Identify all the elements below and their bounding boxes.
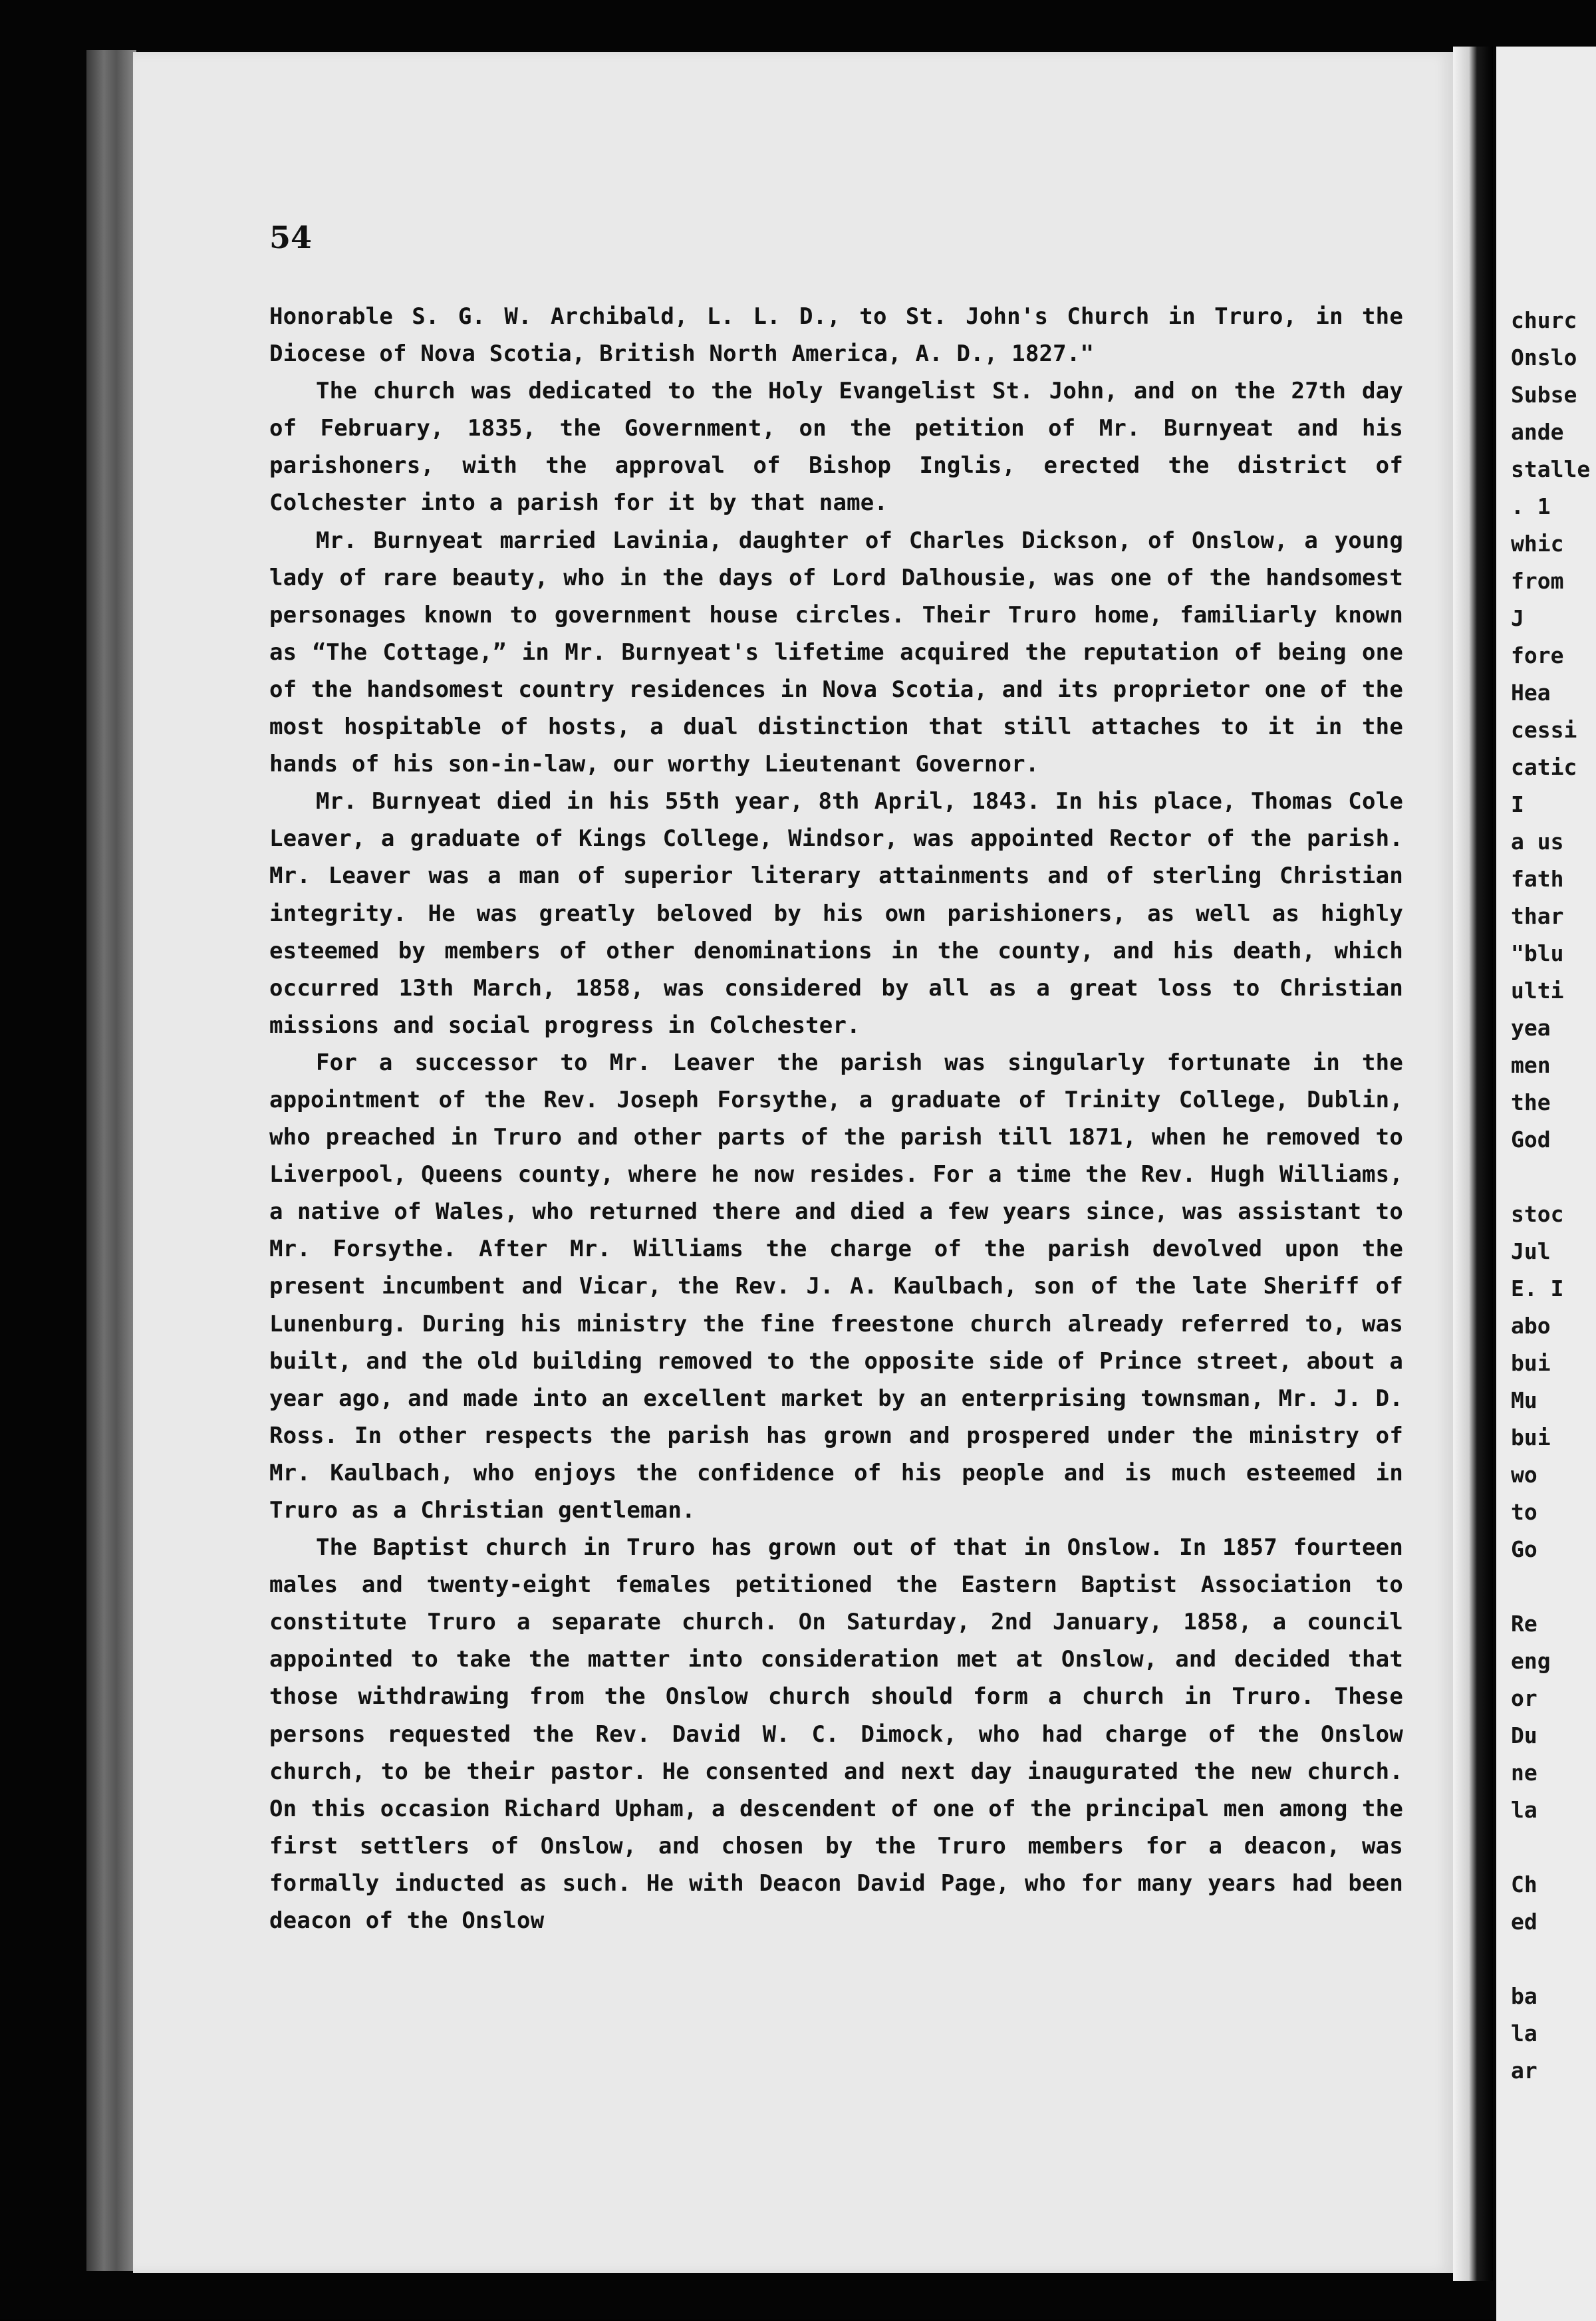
facing-page-line: stoc: [1511, 1201, 1564, 1227]
facing-page-line: "blu: [1511, 940, 1564, 966]
paragraph-church-dedication: The church was dedicated to the Holy Evangelist St. John, and on the 27th day of February, 1835, the Government, on the petition of Mr. Burnyeat and his parishoners, with the approval of Bishop Inglis, erected the district of Colchester into a parish for it by that name.: [269, 378, 1403, 517]
facing-page-line: [1511, 1946, 1590, 1983]
facing-page-line: or: [1511, 1685, 1537, 1711]
facing-page-line: God: [1511, 1127, 1551, 1153]
facing-page-line: ande: [1511, 419, 1564, 445]
facing-page-line: stalle: [1511, 456, 1591, 482]
paragraph-burnyeat-death: Mr. Burnyeat died in his 55th year, 8th April, 1843. In his place, Thomas Cole Leaver, a graduate of Kings College, Windsor, was appointed Rector of the parish. Mr. Leaver was a man of superior literary attainments and of sterling Christian integrity. He was greatly beloved by his own parishioners, as well as highly esteemed by members of other denominations in the county, and his death, which occurred 13th March, 1858, was considered by all as a great loss to Christian missions and social progress in Colchester.: [269, 788, 1403, 1039]
facing-page-line: la: [1511, 1797, 1537, 1823]
facing-page-line: eng: [1511, 1648, 1551, 1674]
facing-page-line: E. I: [1511, 1276, 1564, 1301]
facing-page-line: bui: [1511, 1425, 1551, 1450]
facing-page-line: thar: [1511, 903, 1564, 929]
facing-page-line: yea: [1511, 1015, 1551, 1041]
facing-page-line: Du: [1511, 1722, 1537, 1748]
facing-page-line: [1511, 1573, 1590, 1611]
facing-page-edge: [1496, 47, 1596, 2321]
facing-page-line: fath: [1511, 866, 1564, 892]
facing-page-line: from: [1511, 568, 1564, 594]
facing-page-line: bui: [1511, 1350, 1551, 1376]
facing-page-line: Subse: [1511, 382, 1577, 408]
facing-page-line: the: [1511, 1089, 1551, 1115]
facing-page-line: Jul: [1511, 1238, 1551, 1264]
facing-page-line: churc: [1511, 307, 1577, 333]
facing-page-line: J: [1511, 605, 1524, 631]
facing-page-line: ulti: [1511, 978, 1564, 1004]
facing-page-line: I: [1511, 791, 1524, 817]
facing-page-line: [1511, 1164, 1590, 1201]
facing-page-line: catic: [1511, 754, 1577, 780]
facing-page-line: ar: [1511, 2058, 1537, 2084]
facing-page-line: Ch: [1511, 1871, 1537, 1897]
page-body-text: [269, 298, 1403, 1939]
facing-page-line: whic: [1511, 531, 1564, 557]
paragraph-continuation: Honorable S. G. W. Archibald, L. L. D., to St. John's Church in Truro, in the Diocese of Nova Scotia, British North America, A. D., 1827.": [269, 303, 1403, 368]
facing-page-line: Re: [1511, 1611, 1537, 1637]
facing-page-line: wo: [1511, 1462, 1537, 1488]
paragraph-forsythe-successor: For a successor to Mr. Leaver the parish was singularly fortunate in the appointment of the Rev. Joseph Forsythe, a graduate of Trinity College, Dublin, who preached in Truro and other parts of the parish till 1871, when he removed to Liverpool, Queens county, where he now resides. For a time the Rev. Hugh Williams, a native of Wales, who returned there and died a few years since, was assistant to Mr. Forsythe. After Mr. Williams the charge of the parish devolved upon the present incumbent and Vicar, the Rev. J. A. Kaulbach, son of the late Sheriff of Lunenburg. During his ministry the fine freestone church already referred to, was built, and the old building removed to the opposite side of Prince street, about a year ago, and made into an excellent market by an enterprising townsman, Mr. J. D. Ross. In other respects the parish has grown and prospered under the ministry of Mr. Kaulbach, who enjoys the confidence of his people and is much esteemed in Truro as a Christian gentleman.: [269, 1049, 1403, 1524]
facing-page-line: cessi: [1511, 717, 1577, 743]
facing-page-line: ed: [1511, 1909, 1537, 1935]
facing-page-line: [1511, 1834, 1590, 1871]
facing-page-line: to: [1511, 1499, 1537, 1525]
facing-page-line: abo: [1511, 1313, 1551, 1339]
facing-page-line: ba: [1511, 1983, 1537, 2009]
paragraph-burnyeat-marriage: Mr. Burnyeat married Lavinia, daughter of Charles Dickson, of Onslow, a young lady of rare beauty, who in the days of Lord Dalhousie, was one of the handsomest personages known to government house circles. Their Truro home, familiarly known as “The Cottage,” in Mr. Burnyeat's lifetime acquired the reputation of being one of the handsomest country residences in Nova Scotia, and its proprietor one of the most hospitable of hosts, a dual distinction that still attaches to it in the hands of his son-in-law, our worthy Lieutenant Governor.: [269, 527, 1403, 778]
facing-page-line: Onslo: [1511, 344, 1577, 370]
facing-page-line: Mu: [1511, 1387, 1537, 1413]
facing-page-line: fore: [1511, 642, 1564, 668]
facing-page-line: a us: [1511, 829, 1564, 855]
facing-page-line: ne: [1511, 1760, 1537, 1786]
facing-page-line: . 1: [1511, 493, 1551, 519]
facing-page-line: Hea: [1511, 680, 1551, 706]
book-binding-edge: [86, 50, 136, 2271]
facing-page-line: la: [1511, 2020, 1537, 2046]
facing-page-fragments: [1511, 307, 1590, 2095]
facing-page-line: Go: [1511, 1536, 1537, 1562]
book-gutter: [1453, 47, 1493, 2281]
paragraph-baptist-church: The Baptist church in Truro has grown out of that in Onslow. In 1857 fourteen males and twenty-eight females petitioned the Eastern Baptist Association to constitute Truro a separate church. On Saturday, 2nd January, 1858, a council appointed to take the matter into consideration met at Onslow, and decided that those withdrawing from the Onslow church should form a church in Truro. These persons requested the Rev. David W. C. Dimock, who had charge of the Onslow church, to be their pastor. He consented and next day inaugurated the new church. On this occasion Richard Upham, a descendent of one of the principal men among the first settlers of Onslow, and chosen by the Truro members for a deacon, was formally inducted as such. He with Deacon David Page, who for many years had been deacon of the Onslow: [269, 1534, 1403, 1935]
facing-page-line: men: [1511, 1052, 1551, 1078]
page-number: 54: [269, 219, 313, 255]
